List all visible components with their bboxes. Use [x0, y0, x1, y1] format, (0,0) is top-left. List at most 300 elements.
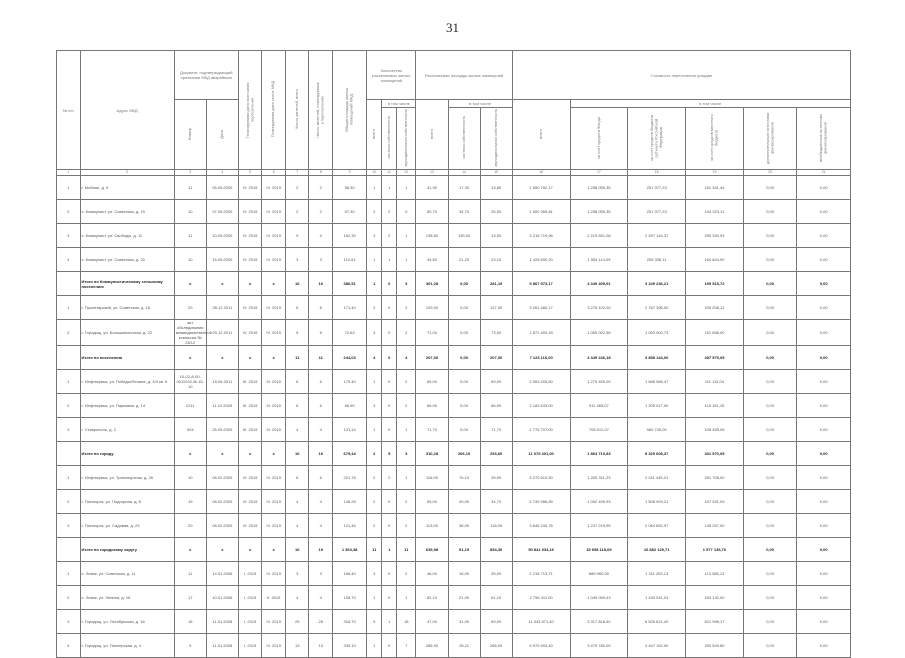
header-cost-extra2: внебюджетные источники финансирования	[797, 108, 851, 170]
cell-c1: 50 841 934,16	[512, 538, 570, 562]
cell-a3: 13,00	[480, 224, 512, 248]
cell-num: 004	[174, 418, 206, 442]
cell-r1: 2	[367, 466, 382, 490]
cell-r1: 1	[367, 418, 382, 442]
cell-c6: 0,00	[797, 562, 851, 586]
cell-c3: 1 668 986,47	[628, 370, 686, 394]
column-number: 14	[448, 170, 480, 176]
cell-r2: 2	[382, 466, 397, 490]
cell-a2: 16,00	[448, 562, 480, 586]
cell-c2: 1 049 059,43	[570, 586, 628, 610]
cell-area: 146,26	[333, 490, 367, 514]
cell-a3: 253,60	[480, 442, 512, 466]
cell-p2: 3	[309, 248, 333, 272]
cell-a1: 129,00	[416, 296, 448, 320]
cell-a2: 31,00	[448, 610, 480, 634]
cell-p1: 6	[285, 296, 309, 320]
cell-p2: 4	[309, 514, 333, 538]
cell-p2: 9	[309, 224, 333, 248]
cell-c5: 0,00	[743, 320, 797, 346]
cell-n: 3	[57, 418, 81, 442]
cell-r2: 5	[382, 442, 397, 466]
column-number: 2	[80, 170, 174, 176]
cell-c3: 1 053 900,73	[628, 320, 686, 346]
column-number: 9	[333, 170, 367, 176]
cell-date: 11.01.2008	[206, 634, 238, 658]
cell-d2: х	[262, 346, 286, 370]
cell-n: 3	[57, 514, 81, 538]
cell-c1: 3 270 610,50	[512, 466, 570, 490]
table-row	[57, 634, 851, 658]
cell-c5: 0,00	[743, 562, 797, 586]
cell-a1: 82,10	[416, 586, 448, 610]
cell-a3: 69,00	[480, 370, 512, 394]
cell-c3: 251 377,23	[628, 176, 686, 200]
cell-p2: 6	[309, 296, 333, 320]
cell-d2: III. 2019	[262, 418, 286, 442]
cell-c6: 0,00	[797, 272, 851, 296]
cell-c6: 0,00	[797, 610, 851, 634]
cell-r1: 2	[367, 296, 382, 320]
cell-c6: 0,00	[797, 370, 851, 394]
cell-a1: 639,98	[416, 538, 448, 562]
cell-c5: 0,00	[743, 586, 797, 610]
cell-num: 10	[174, 248, 206, 272]
cell-p1: 4	[285, 490, 309, 514]
cell-num: акт обследования межведомственной комиссии № 26/12	[175, 320, 212, 345]
column-number: 21	[797, 170, 851, 176]
header-cost-local: за счет средств местного бюджета	[686, 108, 744, 170]
column-number: 17	[570, 170, 628, 176]
cell-area: 316,70	[333, 610, 367, 634]
cell-c4: 104 323,11	[686, 200, 744, 224]
cell-a2: 0,00	[448, 272, 480, 296]
cell-p1: 3	[285, 562, 309, 586]
cell-d2: III. 2019	[262, 370, 286, 394]
header-rooms-total: всего	[367, 100, 382, 170]
cell-r1: 4	[367, 346, 382, 370]
cell-p1: 25	[285, 610, 309, 634]
cell-c6: 0,00	[797, 634, 851, 658]
cell-n: 2	[57, 394, 81, 418]
table-total-row	[57, 272, 851, 296]
cell-a3: 23,10	[480, 248, 512, 272]
cell-c4: 151 341,44	[686, 176, 744, 200]
cell-num: 11	[174, 562, 206, 586]
cell-d1: IV. 2019	[238, 466, 262, 490]
cell-d2: IV. 2019	[262, 248, 286, 272]
column-number: 15	[480, 170, 512, 176]
cell-c3: 1 430 041,03	[628, 586, 686, 610]
cell-a2: 40,00	[448, 490, 480, 514]
cell-n: 3	[57, 224, 81, 248]
cell-c2: 3 317 818,40	[570, 610, 628, 634]
cell-r1: 3	[367, 320, 382, 346]
cell-p1: 13	[285, 634, 309, 658]
cell-c2: 4 349 246,18	[570, 346, 628, 370]
cell-c6: 0,00	[797, 538, 851, 562]
cell-d1: III. 2019	[238, 418, 262, 442]
cell-c5: 0,00	[743, 370, 797, 394]
cell-c5: 0,00	[743, 610, 797, 634]
cell-a1: 113,00	[416, 514, 448, 538]
cell-a3: 266,00	[480, 634, 512, 658]
cell-num: х	[174, 538, 206, 562]
table-row	[57, 320, 851, 346]
table-row	[57, 370, 851, 394]
cell-area: 679,44	[333, 442, 367, 466]
cell-p1: 4	[285, 514, 309, 538]
page-number: 31	[446, 20, 459, 35]
cell-n: 1	[57, 370, 81, 394]
cell-area: 171,40	[333, 296, 367, 320]
table-row	[57, 296, 851, 320]
cell-a2: 21,00	[448, 586, 480, 610]
cell-r1: 2	[367, 442, 382, 466]
cell-c6: 0,00	[797, 224, 851, 248]
cell-r3: 11	[397, 538, 416, 562]
cell-c1: 1 776 707,00	[512, 418, 570, 442]
cell-a1: 44,60	[416, 248, 448, 272]
cell-r1: 1	[367, 248, 382, 272]
cell-c1: 9 867 973,17	[512, 272, 570, 296]
cell-c6: 0,00	[797, 296, 851, 320]
cell-a2: 0,00	[448, 394, 480, 418]
header-cost: Стоимость переселения граждан	[512, 51, 850, 100]
cell-r1: 1	[367, 370, 382, 394]
cell-d1: IV. 2019	[238, 176, 262, 200]
cell-c2: 1 237 219,95	[570, 514, 628, 538]
cell-p2: 4	[309, 586, 333, 610]
cell-area: 108,70	[333, 586, 367, 610]
cell-area: 131,14	[333, 418, 367, 442]
cell-c4: 113 085,13	[686, 562, 744, 586]
cell-a2: 206,10	[448, 442, 480, 466]
cell-n: 1	[57, 296, 81, 320]
cell-p2: 5	[309, 320, 333, 346]
cell-r3: 2	[397, 370, 416, 394]
cell-c1: 6 970 593,40	[512, 634, 570, 658]
cell-d2: х	[262, 272, 286, 296]
cell-c3: 3 858 144,00	[628, 346, 686, 370]
column-number: 13	[416, 170, 448, 176]
cell-addr: Итого по Коммунистическому сельскому поселению	[80, 272, 174, 296]
cell-c2: 2 219 651,08	[570, 224, 628, 248]
cell-c5: 0,00	[743, 200, 797, 224]
column-number: 16	[512, 170, 570, 176]
cell-n: 1	[57, 176, 81, 200]
cell-p2: 6	[309, 466, 333, 490]
cell-r2: 0	[382, 490, 397, 514]
cell-p2: 2	[309, 200, 333, 224]
cell-d2: IV. 2019	[262, 320, 286, 346]
cell-c5: 0,00	[743, 272, 797, 296]
column-number: 10	[367, 170, 382, 176]
cell-d1: IV. 2019	[238, 224, 262, 248]
cell-c5: 0,00	[743, 466, 797, 490]
cell-d2: IV. 2019	[262, 176, 286, 200]
cell-num: х	[174, 442, 206, 466]
cell-c4: 153 132,00	[686, 586, 744, 610]
cell-area: 72,63	[333, 320, 367, 346]
header-cost-extra1: дополнительные источники финансирования	[743, 108, 797, 170]
table-row	[57, 514, 851, 538]
cell-num: 11	[174, 176, 206, 200]
cell-num: 10-02-А-00-0011032-Ж-15-10	[174, 370, 206, 394]
cell-r2: 0	[382, 272, 397, 296]
cell-d2: IV. 2019	[262, 610, 286, 634]
cell-c6: 0,00	[797, 442, 851, 466]
cell-c2: 1 864 719,83	[570, 442, 628, 466]
cell-r1: 9	[367, 610, 382, 634]
cell-n	[57, 442, 81, 466]
column-number: 19	[686, 170, 744, 176]
cell-r3: 7	[397, 634, 416, 658]
cell-c5: 0,00	[743, 176, 797, 200]
cell-r1: 2	[367, 490, 382, 514]
cell-a2: 0,00	[448, 370, 480, 394]
cell-d2: IV. 2019	[262, 634, 286, 658]
cell-a1: 41,90	[416, 176, 448, 200]
cell-n: 3	[57, 610, 81, 634]
header-planned-demolish: Планируемая дата сноса МКД	[262, 51, 286, 170]
header-area-in-tch: в том числе	[448, 100, 512, 108]
cell-r3: 2	[397, 562, 416, 586]
cell-d2: IV. 2019	[262, 224, 286, 248]
cell-d1: IV. 2019	[238, 514, 262, 538]
cell-area: 66,90	[333, 394, 367, 418]
cell-c1: 2 183 633,00	[512, 394, 570, 418]
cell-a3: 35,00	[480, 562, 512, 586]
cell-a1: 99,00	[416, 490, 448, 514]
cell-d2: IV. 2019	[262, 200, 286, 224]
cell-r3: 1	[397, 224, 416, 248]
cell-addr: г. Пятигорск, ул. Подгорная, д. 8	[80, 490, 174, 514]
cell-c3: 1 508 993,21	[628, 490, 686, 514]
cell-c1: 1 428 690,20	[512, 248, 570, 272]
cell-a1: 66,90	[416, 394, 448, 418]
cell-c5: 0,00	[743, 394, 797, 418]
cell-p2: 26	[309, 610, 333, 634]
table-row	[57, 466, 851, 490]
cell-a1: 116,00	[416, 466, 448, 490]
cell-d2: IV. 2019	[262, 514, 286, 538]
cell-a2: 91,19	[448, 538, 480, 562]
cell-r2: 1	[382, 610, 397, 634]
cell-a2: 76,10	[448, 466, 480, 490]
cell-c4: 331 570,05	[686, 442, 744, 466]
cell-p2: 19	[309, 538, 333, 562]
cell-r2: 1	[382, 538, 397, 562]
table-row	[57, 200, 851, 224]
cell-n	[57, 346, 81, 370]
cell-p1: 2	[285, 200, 309, 224]
table-total-row	[57, 442, 851, 466]
cell-r1: 3	[367, 224, 382, 248]
cell-area: 166,40	[333, 562, 367, 586]
cell-p1: 5	[285, 320, 309, 346]
header-planned-settle: Планируемая дата окончания переселения	[238, 51, 262, 170]
cell-r1: 1	[367, 176, 382, 200]
cell-r3: 3	[397, 442, 416, 466]
cell-date: х	[206, 272, 238, 296]
header-cost-fund: за счет средств Фонда	[570, 108, 628, 170]
cell-c2: 4 349 409,91	[570, 272, 628, 296]
cell-a1: 69,00	[416, 370, 448, 394]
cell-d1: III. 2019	[238, 394, 262, 418]
cell-addr: г. Мобиль, д. 9	[80, 176, 174, 200]
cell-a3: 71,70	[480, 418, 512, 442]
cell-c6: 0,00	[797, 394, 851, 418]
cell-num: 18	[174, 610, 206, 634]
cell-d2: IV. 2019	[262, 490, 286, 514]
cell-addr: с. Коммунист, ул. Советская, д. 19	[80, 200, 174, 224]
header-cost-total: всего	[512, 100, 570, 170]
table-row	[57, 248, 851, 272]
cell-r3: 1	[397, 248, 416, 272]
cell-n: 4	[57, 248, 81, 272]
cell-a3: 118,05	[480, 514, 512, 538]
cell-c3: 255 336,11	[628, 248, 686, 272]
cell-n	[57, 272, 81, 296]
cell-a3: 854,30	[480, 538, 512, 562]
cell-n: 4	[57, 634, 81, 658]
header-residents-planned: Число жителей, планируемых к переселению	[309, 51, 333, 170]
cell-d1: х	[238, 538, 262, 562]
cell-c2: 15 698 118,09	[570, 538, 628, 562]
cell-a2: 135,00	[448, 224, 480, 248]
cell-n	[57, 538, 81, 562]
cell-d2: IV. 2019	[262, 466, 286, 490]
table-row	[57, 176, 851, 200]
cell-num: х	[174, 346, 206, 370]
cell-n: 2	[57, 200, 81, 224]
cell-r3: 1	[397, 466, 416, 490]
cell-d2: х	[262, 538, 286, 562]
cell-d1: х	[238, 442, 262, 466]
cell-a2: 0,00	[448, 418, 480, 442]
cell-c2: 1 092 495,93	[570, 490, 628, 514]
header-area-municipal: муниципальная собственность	[480, 108, 512, 170]
cell-c5: 0,00	[743, 248, 797, 272]
column-number: 11	[382, 170, 397, 176]
cell-num: х	[174, 272, 206, 296]
cell-date: 06.02.2009	[206, 466, 238, 490]
cell-c4: 100 208,12	[686, 296, 744, 320]
cell-r2: 0	[382, 562, 397, 586]
cell-d1: IV. 2019	[238, 248, 262, 272]
table-row	[57, 418, 851, 442]
cell-c5: 0,00	[743, 418, 797, 442]
cell-r3: 2	[397, 490, 416, 514]
cell-date: 10.01.2008	[206, 586, 238, 610]
cell-c1: 2 218 713,71	[512, 562, 570, 586]
cell-c3: 2 497 144,37	[628, 224, 686, 248]
cell-r3: 2	[397, 320, 416, 346]
cell-r2: 0	[382, 634, 397, 658]
cell-a1: 207,00	[416, 346, 448, 370]
cell-d1: IV. 2019	[238, 490, 262, 514]
cell-d1: IV. 2019	[238, 200, 262, 224]
cell-p2: 6	[309, 370, 333, 394]
cell-a1: 71,00	[416, 320, 448, 346]
cell-addr: с. Коммунист, ул. Советская, д. 20	[80, 248, 174, 272]
cell-c5: 0,00	[743, 538, 797, 562]
table-row	[57, 586, 851, 610]
cell-a2: 0,00	[448, 296, 480, 320]
cell-c4: 115 191,15	[686, 394, 744, 418]
cell-c3: 2 064 652,97	[628, 514, 686, 538]
cell-r2: 0	[382, 418, 397, 442]
cell-addr: г. Ставрополь, д. 2	[80, 418, 174, 442]
cell-p1: 4	[285, 586, 309, 610]
cell-c1: 2 063 405,60	[512, 370, 570, 394]
cell-c3: 3 249 246,21	[628, 272, 686, 296]
cell-r3: 2	[397, 394, 416, 418]
cell-r2: 0	[382, 296, 397, 320]
cell-c3: 2 011 445,01	[628, 466, 686, 490]
header-number: Номер	[174, 100, 206, 170]
cell-p2: 11	[309, 346, 333, 370]
table-row	[57, 562, 851, 586]
cell-c1: 2 756 411,00	[512, 586, 570, 610]
cell-r2: 0	[382, 514, 397, 538]
cell-c4: 1 577 136,76	[686, 538, 744, 562]
cell-c2: 889 960,00	[570, 562, 628, 586]
header-rooms-private: частная собственность	[382, 108, 397, 170]
cell-a3: 39,90	[480, 466, 512, 490]
cell-c3: 1 311 253,13	[628, 562, 686, 586]
cell-c6: 0,00	[797, 346, 851, 370]
cell-addr: Итого по городскому округу	[80, 538, 174, 562]
header-date: Дата	[206, 100, 238, 170]
cell-d2: х	[262, 442, 286, 466]
cell-r3: 1	[397, 418, 416, 442]
cell-c1: 1 871 400,49	[512, 320, 570, 346]
cell-r1: 3	[367, 394, 382, 418]
header-rooms: Количество расселяемых жилых помещений	[367, 51, 416, 100]
cell-addr: г. Городищ, ул. Октябрьская, д. 16	[80, 610, 174, 634]
cell-addr: г. Нефтекумск, ул. Победы/Ленина, д. 3/4 кв. 6	[80, 370, 174, 394]
cell-p1: 4	[285, 418, 309, 442]
cell-c1: 3 216 719,96	[512, 224, 570, 248]
cell-a3: 34,70	[480, 490, 512, 514]
cell-r1: 3	[367, 562, 382, 586]
cell-date: 08.02.2009	[206, 490, 238, 514]
cell-a3: 281,19	[480, 272, 512, 296]
cell-c3: 1 209 017,00	[628, 394, 686, 418]
cell-r3: 1	[397, 586, 416, 610]
table-total-row	[57, 346, 851, 370]
cell-c3: 2 767 396,00	[628, 296, 686, 320]
cell-addr: Итого по городу	[80, 442, 174, 466]
cell-a1: 286,90	[416, 634, 448, 658]
cell-a3: 73,00	[480, 320, 512, 346]
cell-n: 1	[57, 562, 81, 586]
cell-p2: 2	[309, 176, 333, 200]
cell-a1: 60,70	[416, 200, 448, 224]
cell-c4: 195 515,72	[686, 272, 744, 296]
column-number: 20	[743, 170, 797, 176]
cell-p1: 9	[285, 224, 309, 248]
cell-date: 14.01.2008	[206, 562, 238, 586]
cell-a3: 13,80	[480, 176, 512, 200]
cell-a1: 47,00	[416, 610, 448, 634]
cell-d1: х	[238, 346, 262, 370]
cell-p1: 16	[285, 442, 309, 466]
cell-c3: 6 526 621,40	[628, 610, 686, 634]
cell-r3: 2	[397, 514, 416, 538]
